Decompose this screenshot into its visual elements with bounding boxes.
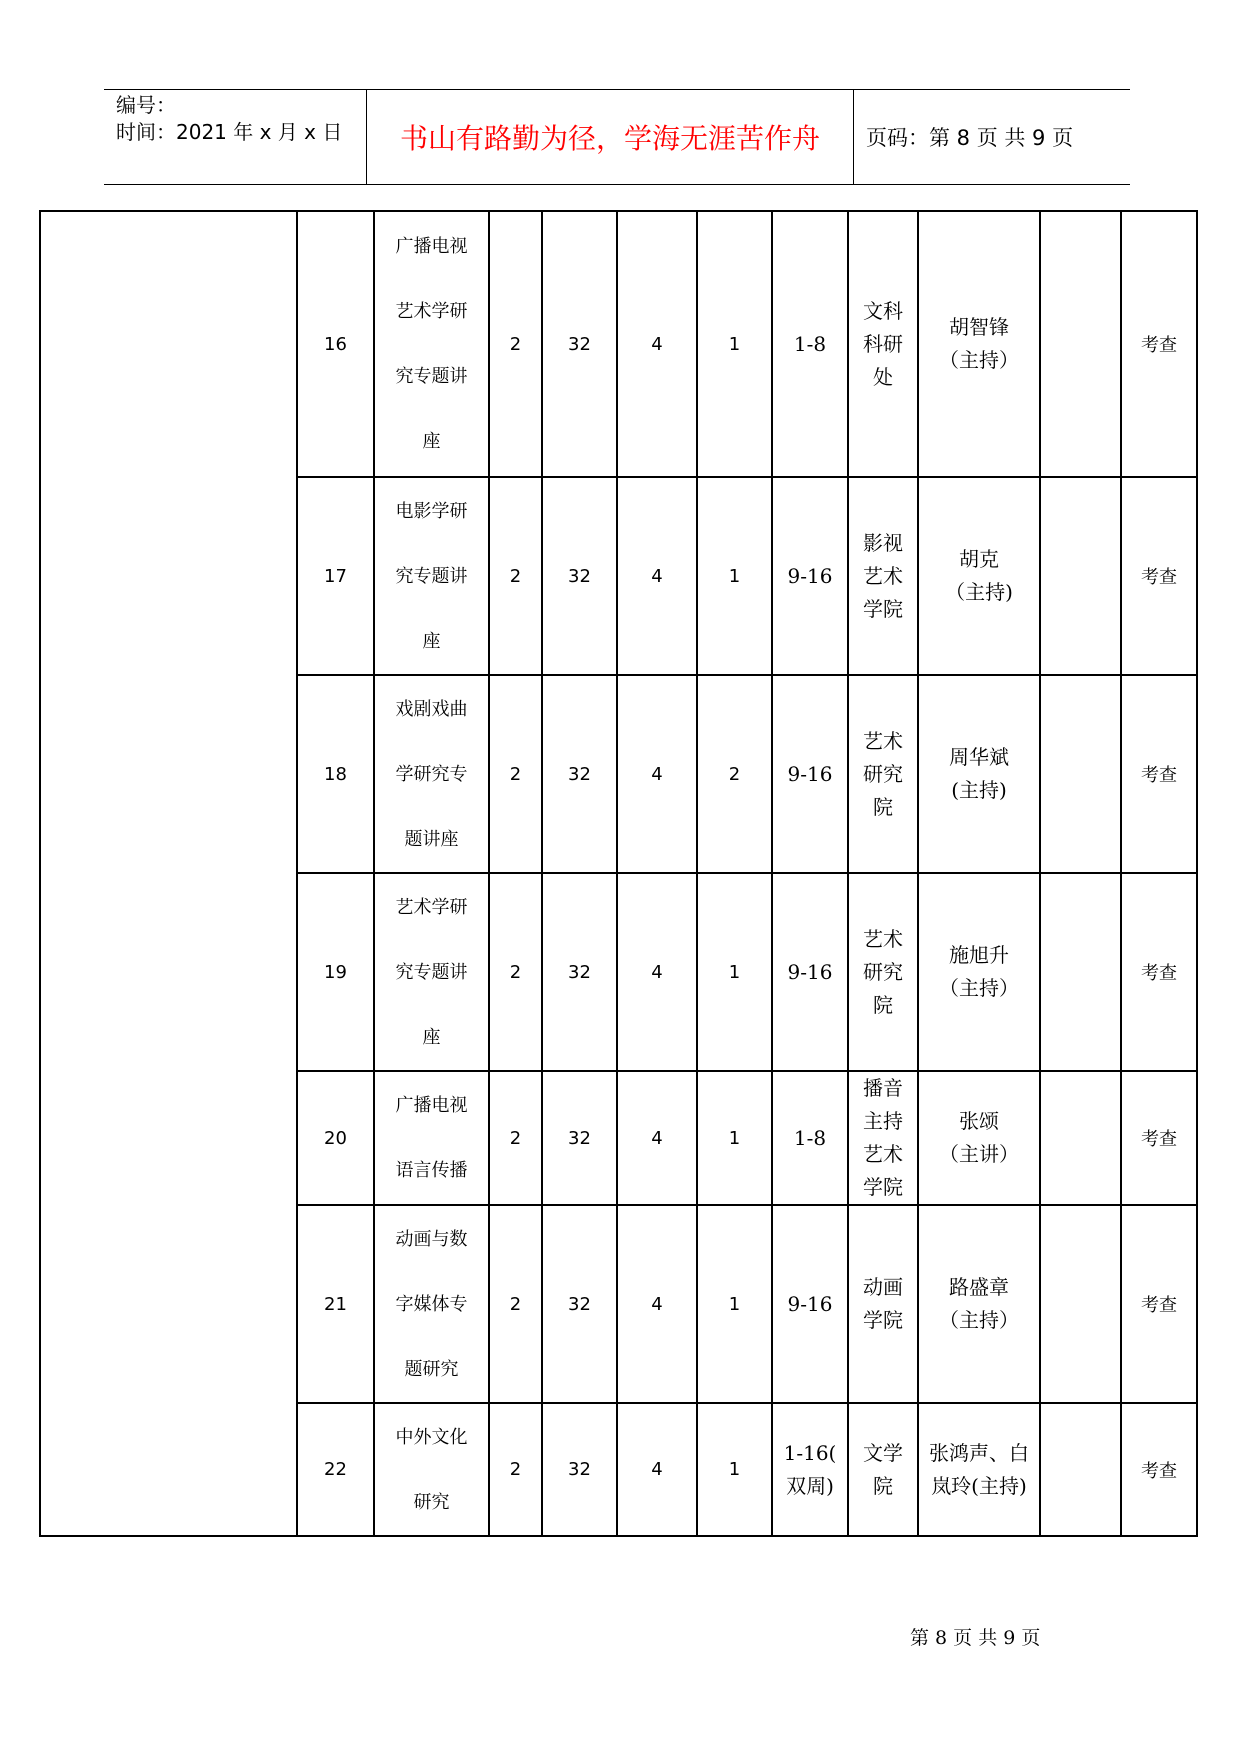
- course-name-line: 题讲座: [404, 828, 459, 850]
- department-line: 主持: [863, 1109, 903, 1133]
- department: [848, 1205, 918, 1403]
- course-number: 21: [297, 1205, 374, 1403]
- teacher-line: 施旭升: [949, 943, 1009, 967]
- assessment: 考查: [1121, 1071, 1197, 1205]
- course-name-line: 广播电视: [395, 1095, 468, 1116]
- teacher: [918, 477, 1040, 675]
- page-header: [104, 89, 1130, 185]
- course-number: 19: [297, 873, 374, 1071]
- course-name-line: 学研究专: [395, 763, 468, 785]
- weeks: [772, 477, 848, 675]
- course-name: [374, 211, 489, 477]
- course-name: [374, 477, 489, 675]
- course-name-line: 戏剧戏曲: [395, 698, 468, 720]
- weeks: [772, 675, 848, 873]
- semester: 1: [697, 1205, 772, 1403]
- course-number: 16: [297, 211, 374, 477]
- weekly-hours: 4: [617, 1205, 697, 1403]
- weekly-hours: 4: [617, 873, 697, 1071]
- empty-cell: [1040, 873, 1121, 1071]
- course-name-line: 题研究: [404, 1358, 459, 1380]
- department-line: 艺术: [863, 926, 903, 951]
- teacher: [918, 1403, 1040, 1536]
- credit: 2: [489, 873, 542, 1071]
- teacher-line: 张鸿声、白: [929, 1440, 1029, 1465]
- department-line: 院: [873, 1473, 893, 1498]
- department-line: 研究: [863, 959, 903, 984]
- semester: 1: [697, 1403, 772, 1536]
- course-name-line: 字媒体专: [395, 1293, 468, 1315]
- hours: 32: [542, 1071, 617, 1205]
- weeks-line: 双周): [786, 1473, 834, 1498]
- teacher-line: 胡智锋: [949, 315, 1009, 339]
- department-line: 艺术: [863, 563, 903, 588]
- weeks-line: 9-16: [787, 761, 833, 786]
- course-name: [374, 1071, 489, 1205]
- hours: 32: [542, 477, 617, 675]
- hours: 32: [542, 1403, 617, 1536]
- department-line: 文科: [863, 298, 903, 323]
- assessment: 考查: [1121, 1403, 1197, 1536]
- credit: 2: [489, 477, 542, 675]
- weeks-line: 1-8: [793, 331, 827, 356]
- assessment: 考查: [1121, 1205, 1197, 1403]
- course-number: 20: [297, 1071, 374, 1205]
- credit: 2: [489, 1071, 542, 1205]
- weeks: [772, 211, 848, 477]
- teacher-line: 胡克: [959, 547, 999, 571]
- weekly-hours: 4: [617, 675, 697, 873]
- course-name-line: 研究: [413, 1491, 450, 1513]
- teacher-line: （主持）: [939, 348, 1019, 372]
- department-line: 院: [873, 794, 893, 819]
- header-page-cell: [852, 90, 1130, 184]
- teacher: [918, 1071, 1040, 1205]
- hours: 32: [542, 1205, 617, 1403]
- semester: 1: [697, 1071, 772, 1205]
- weekly-hours: 4: [617, 1403, 697, 1536]
- credit: 2: [489, 211, 542, 477]
- weekly-hours: 4: [617, 211, 697, 477]
- teacher-line: （主讲）: [939, 1142, 1019, 1166]
- weeks: [772, 1403, 848, 1536]
- empty-cell: [1040, 1403, 1121, 1536]
- course-name-line: 究专题讲: [395, 565, 468, 587]
- weeks: [772, 873, 848, 1071]
- department-line: 科研: [863, 331, 903, 356]
- weeks-line: 9-16: [787, 959, 833, 984]
- teacher: [918, 211, 1040, 477]
- department: [848, 873, 918, 1071]
- weeks-line: 1-8: [793, 1125, 827, 1150]
- department-line: 动画: [863, 1275, 903, 1299]
- course-name-line: 语言传播: [395, 1160, 468, 1181]
- empty-cell: [1040, 675, 1121, 873]
- course-name: [374, 873, 489, 1071]
- teacher-line: (主持): [951, 778, 1007, 802]
- department: [848, 211, 918, 477]
- department-line: 播音: [863, 1076, 903, 1100]
- weekly-hours: 4: [617, 477, 697, 675]
- assessment: 考查: [1121, 211, 1197, 477]
- weeks: [772, 1071, 848, 1205]
- number-label: 编号：: [116, 93, 176, 117]
- department-line: 学院: [863, 596, 903, 621]
- course-number: 22: [297, 1403, 374, 1536]
- department-line: 处: [873, 364, 893, 389]
- hours: 32: [542, 873, 617, 1071]
- course-name-line: 中外文化: [395, 1426, 468, 1448]
- hours: 32: [542, 675, 617, 873]
- teacher: [918, 1205, 1040, 1403]
- department: [848, 675, 918, 873]
- teacher-line: 张颂: [959, 1109, 999, 1133]
- semester: 2: [697, 675, 772, 873]
- time-label: 时间：2021 年 x 月 x 日: [116, 120, 343, 144]
- teacher-line: 周华斌: [949, 745, 1009, 769]
- department-line: 院: [873, 992, 893, 1017]
- category-cell: [40, 211, 297, 1536]
- course-name: [374, 675, 489, 873]
- assessment: 考查: [1121, 477, 1197, 675]
- course-name-line: 动画与数: [395, 1228, 468, 1250]
- teacher-line: （主持）: [939, 1308, 1019, 1332]
- page-footer: 第 8 页 共 9 页: [910, 1627, 1041, 1649]
- teacher: [918, 675, 1040, 873]
- semester: 1: [697, 211, 772, 477]
- empty-cell: [1040, 1205, 1121, 1403]
- teacher: [918, 873, 1040, 1071]
- assessment: 考查: [1121, 675, 1197, 873]
- table-row: [40, 211, 1197, 477]
- department-line: 文学: [863, 1440, 903, 1465]
- course-name-line: 究专题讲: [395, 961, 468, 983]
- department: [848, 1403, 918, 1536]
- credit: 2: [489, 1205, 542, 1403]
- department-line: 学院: [863, 1175, 903, 1199]
- department-line: 艺术: [863, 728, 903, 753]
- department: [848, 1071, 918, 1205]
- course-name-line: 座: [422, 431, 441, 452]
- semester: 1: [697, 873, 772, 1071]
- header-meta: [104, 90, 366, 184]
- course-name-line: 艺术学研: [395, 301, 468, 322]
- course-name-line: 座: [422, 1026, 441, 1048]
- course-number: 17: [297, 477, 374, 675]
- course-name: [374, 1403, 489, 1536]
- teacher-line: （主持): [945, 580, 1013, 604]
- empty-cell: [1040, 211, 1121, 477]
- header-motto-cell: [366, 90, 854, 184]
- hours: 32: [542, 211, 617, 477]
- course-number: 18: [297, 675, 374, 873]
- department-line: 艺术: [863, 1142, 903, 1166]
- weekly-hours: 4: [617, 1071, 697, 1205]
- credit: 2: [489, 675, 542, 873]
- empty-cell: [1040, 1071, 1121, 1205]
- course-table: [39, 210, 1198, 1537]
- teacher-line: 路盛章: [949, 1275, 1009, 1299]
- motto-text: 书山有路勤为径，学海无涯苦作舟: [399, 122, 820, 155]
- credit: 2: [489, 1403, 542, 1536]
- weeks-line: 1-16(: [783, 1440, 837, 1465]
- weeks-line: 9-16: [787, 563, 833, 588]
- page-code: 页码：第 8 页 共 9 页: [866, 126, 1074, 150]
- course-name-line: 究专题讲: [395, 366, 468, 387]
- teacher-line: （主持）: [939, 976, 1019, 1000]
- course-name-line: 电影学研: [395, 500, 468, 522]
- department-line: 影视: [863, 530, 903, 555]
- course-name-line: 座: [422, 630, 441, 652]
- course-name-line: 广播电视: [395, 236, 468, 257]
- weeks-line: 9-16: [787, 1291, 833, 1316]
- semester: 1: [697, 477, 772, 675]
- department-line: 研究: [863, 761, 903, 786]
- course-name: [374, 1205, 489, 1403]
- department: [848, 477, 918, 675]
- weeks: [772, 1205, 848, 1403]
- empty-cell: [1040, 477, 1121, 675]
- course-name-line: 艺术学研: [395, 896, 468, 918]
- department-line: 学院: [863, 1308, 903, 1332]
- assessment: 考查: [1121, 873, 1197, 1071]
- teacher-line: 岚玲(主持): [931, 1473, 1027, 1498]
